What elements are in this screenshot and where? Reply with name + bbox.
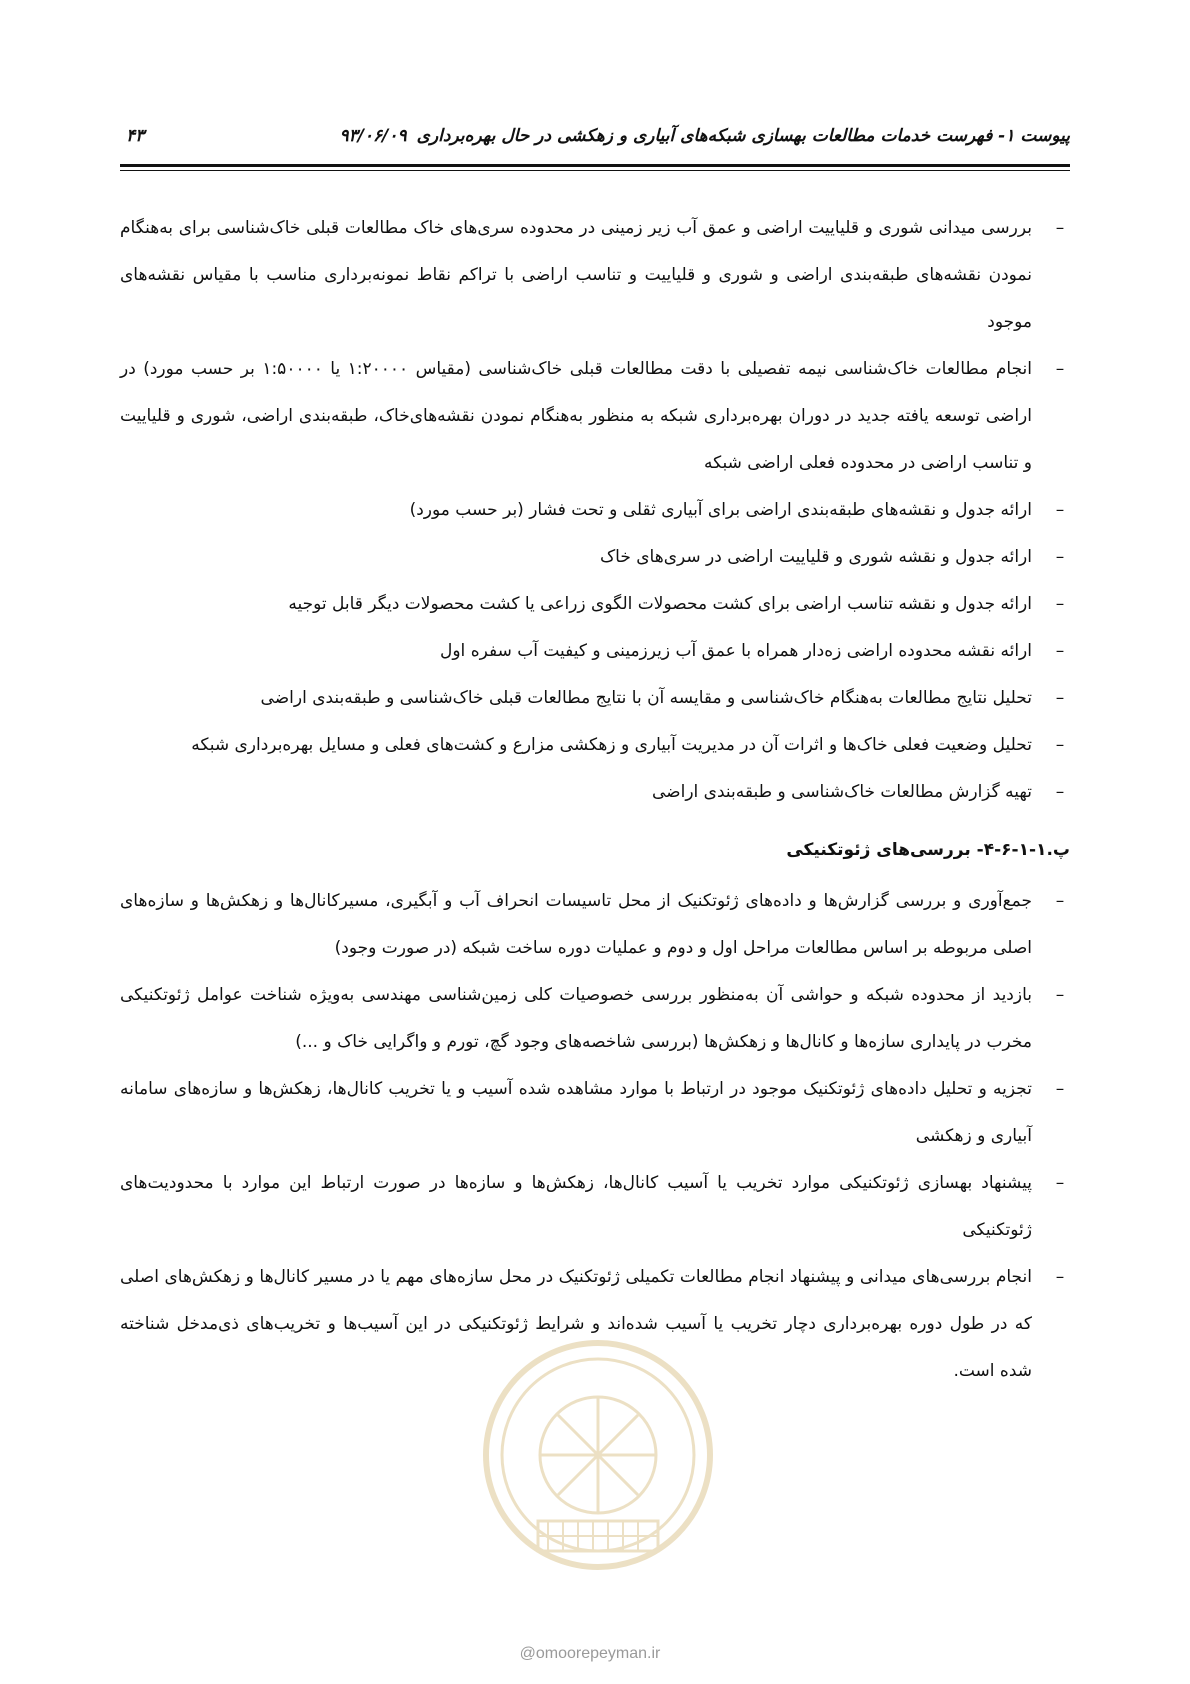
list-item-text: تجزیه و تحلیل داده‌های ژئوتکنیک موجود در ارتباط با موارد مشاهده شده آسیب و یا تخریب کانال‌ها، زهکش‌ها و سازه‌های سامانه آبیاری و زهکشی [120,1079,1032,1146]
list-item [120,722,1070,769]
dash-bullet: – [1055,735,1065,755]
page-header [120,126,1070,156]
list-item [120,487,1070,534]
dash-bullet: – [1055,218,1065,238]
list-item-text: تهیه گزارش مطالعات خاک‌شناسی و طبقه‌بندی اراضی [652,782,1032,802]
list-item-text: بازدید از محدوده شبکه و حواشی آن به‌منظور بررسی خصوصیات کلی زمین‌شناسی مهندسی به‌ویژه شناخت عوامل ژئوتکنیکی مخرب در پایداری سازه‌ها و کانال‌ها و زهکش‌ها (بررسی شاخصه‌های وجود گچ، تورم و واگرایی خاک و ...) [120,985,1032,1052]
list-item-text: تحلیل نتایج مطالعات به‌هنگام خاک‌شناسی و مقایسه آن با نتایج مطالعات قبلی خاک‌شناسی و طبقه‌بندی اراضی [260,688,1032,708]
watermark-seal-icon [478,1335,718,1575]
list-item-text: جمع‌آوری و بررسی گزارش‌ها و داده‌های ژئوتکنیک از محل تاسیسات انحراف آب و آبگیری، مسیرکانال‌ها و زهکش‌ها و سازه‌های اصلی مربوطه بر اساس مطالعات مراحل اول و دوم و عملیات دوره ساخت شبکه (در صورت وجود) [120,891,1032,958]
list-item [120,972,1070,1066]
list-item-text: پیشنهاد بهسازی ژئوتکنیکی موارد تخریب یا آسیب کانال‌ها، زهکش‌ها و سازه‌ها در صورت ارتباط این موارد با محدودیت‌های ژئوتکنیکی [120,1173,1032,1240]
header-date: ۹۳/۰۶/۰۹ [339,126,407,146]
list-item [120,628,1070,675]
body-content [120,205,1070,1395]
list-item-text: ارائه نقشه محدوده اراضی زه‌دار همراه با عمق آب زیرزمینی و کیفیت آب سفره اول [440,641,1032,661]
dash-bullet: – [1055,547,1065,567]
list-item-text: ارائه جدول و نقشه‌های طبقه‌بندی اراضی برای آبیاری ثقلی و تحت فشار (بر حسب مورد) [409,500,1032,520]
dash-bullet: – [1055,782,1065,802]
dash-bullet: – [1055,1079,1065,1099]
list-item-text: تحلیل وضعیت فعلی خاک‌ها و اثرات آن در مدیریت آبیاری و زهکشی مزارع و کشت‌های فعلی و مسایل بهره‌برداری شبکه [191,735,1032,755]
header-rule-thin [120,170,1070,171]
geotechnical-list [120,878,1070,1395]
watermark-site-text: @omoorepeyman.ir [519,1645,661,1662]
page-number: ۴۳ [126,126,145,146]
dash-bullet: – [1055,688,1065,708]
dash-bullet: – [1055,1173,1065,1193]
list-item [120,581,1070,628]
header-rule-thick [120,164,1070,167]
soil-studies-list [120,205,1070,816]
list-item-text: ارائه جدول و نقشه تناسب اراضی برای کشت محصولات الگوی زراعی یا کشت محصولات دیگر قابل توجیه [288,594,1032,614]
list-item [120,1160,1070,1254]
list-item [120,534,1070,581]
dash-bullet: – [1055,1267,1065,1287]
list-item [120,205,1070,346]
header-title: پیوست ۱- فهرست خدمات مطالعات بهسازی شبکه‌های آبیاری و زهکشی در حال بهره‌برداری [416,126,1070,146]
list-item [120,1066,1070,1160]
list-item-text: بررسی میدانی شوری و قلیاییت اراضی و عمق آب زیر زمینی در محدوده سری‌های خاک مطالعات قبلی خاک‌شناسی برای به‌هنگام نمودن نقشه‌های طبقه‌بندی اراضی و شوری و قلیاییت و تناسب اراضی با تراکم نقاط نمونه‌برداری مناسب با مقیاس نقشه‌های موجود [120,218,1032,332]
list-item-text: ارائه جدول و نقشه شوری و قلیاییت اراضی در سری‌های خاک [599,547,1032,567]
dash-bullet: – [1055,985,1065,1005]
dash-bullet: – [1055,641,1065,661]
dash-bullet: – [1055,359,1065,379]
list-item-text: انجام مطالعات خاک‌شناسی نیمه تفصیلی با دقت مطالعات قبلی خاک‌شناسی (مقیاس ۱:۲۰۰۰۰ یا ۱:۵۰۰۰۰ بر حسب مورد) در اراضی توسعه یافته جدید در دوران بهره‌برداری شبکه به منظور به‌هنگام نمودن نقشه‌های‌خاک، طبقه‌بندی اراضی، شوری و قلیاییت و تناسب اراضی در محدوده فعلی اراضی شبکه [120,359,1033,473]
header-title-line [339,126,1070,146]
dash-bullet: – [1055,891,1065,911]
list-item [120,346,1070,487]
list-item [120,675,1070,722]
section-heading: پ.۱-۱-۶-۴- بررسی‌های ژئوتکنیکی [786,840,1070,860]
dash-bullet: – [1055,594,1065,614]
list-item [120,878,1070,972]
dash-bullet: – [1055,500,1065,520]
list-item-text: انجام بررسی‌های میدانی و پیشنهاد انجام مطالعات تکمیلی ژئوتکنیک در محل سازه‌های مهم یا در مسیر کانال‌ها و زهکش‌های اصلی که در طول دوره بهره‌برداری دچار تخریب یا آسیب شده‌اند و شرایط ژئوتکنیکی در این آسیب‌ها و تخریب‌های ذی‌مدخل شناخته شده است. [120,1267,1032,1381]
list-item [120,769,1070,816]
